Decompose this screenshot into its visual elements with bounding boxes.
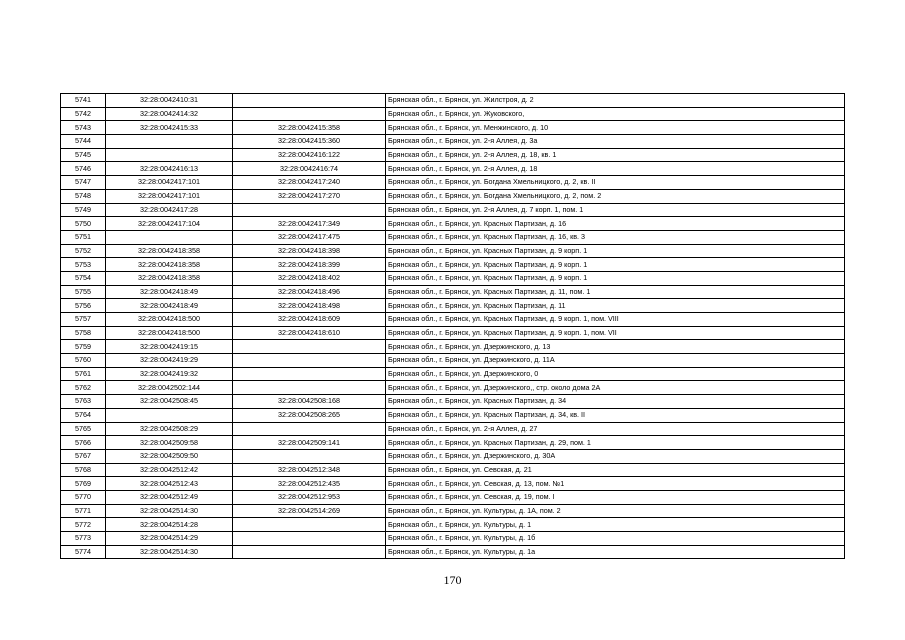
address-cell: Брянская обл., г. Брянск, ул. Менжинского, д. 10 — [386, 121, 845, 135]
object-cadastral-number-cell — [233, 381, 386, 395]
land-cadastral-number-cell: 32:28:0042417:104 — [106, 217, 233, 231]
object-cadastral-number-cell — [233, 340, 386, 354]
table-row — [61, 107, 845, 121]
table-row — [61, 121, 845, 135]
object-cadastral-number-cell — [233, 532, 386, 546]
table-body — [61, 94, 845, 559]
land-cadastral-number-cell: 32:28:0042509:50 — [106, 449, 233, 463]
object-cadastral-number-cell: 32:28:0042512:348 — [233, 463, 386, 477]
land-cadastral-number-cell — [106, 148, 233, 162]
land-cadastral-number-cell: 32:28:0042514:29 — [106, 532, 233, 546]
address-cell: Брянская обл., г. Брянск, ул. Красных Партизан, д. 16 — [386, 217, 845, 231]
row-number-cell: 5747 — [61, 176, 106, 190]
row-number-cell: 5773 — [61, 532, 106, 546]
row-number-cell: 5760 — [61, 354, 106, 368]
land-cadastral-number-cell: 32:28:0042508:45 — [106, 395, 233, 409]
land-cadastral-number-cell: 32:28:0042512:43 — [106, 477, 233, 491]
row-number-cell: 5752 — [61, 244, 106, 258]
table-row — [61, 463, 845, 477]
table-row — [61, 162, 845, 176]
row-number-cell: 5772 — [61, 518, 106, 532]
object-cadastral-number-cell: 32:28:0042418:498 — [233, 299, 386, 313]
row-number-cell: 5762 — [61, 381, 106, 395]
object-cadastral-number-cell: 32:28:0042417:240 — [233, 176, 386, 190]
table-row — [61, 449, 845, 463]
land-cadastral-number-cell: 32:28:0042514:30 — [106, 545, 233, 559]
table-row — [61, 518, 845, 532]
document-page — [60, 93, 845, 559]
object-cadastral-number-cell — [233, 203, 386, 217]
table-row — [61, 367, 845, 381]
table-row — [61, 436, 845, 450]
object-cadastral-number-cell: 32:28:0042512:953 — [233, 490, 386, 504]
object-cadastral-number-cell — [233, 422, 386, 436]
address-cell: Брянская обл., г. Брянск, ул. Жилстроя, д. 2 — [386, 94, 845, 108]
address-cell: Брянская обл., г. Брянск, ул. Богдана Хмельницкого, д. 2, пом. 2 — [386, 189, 845, 203]
address-cell: Брянская обл., г. Брянск, ул. 2-я Аллея, д. 27 — [386, 422, 845, 436]
object-cadastral-number-cell: 32:28:0042416:74 — [233, 162, 386, 176]
land-cadastral-number-cell: 32:28:0042418:49 — [106, 285, 233, 299]
table-row — [61, 135, 845, 149]
land-cadastral-number-cell: 32:28:0042417:101 — [106, 189, 233, 203]
land-cadastral-number-cell: 32:28:0042418:358 — [106, 244, 233, 258]
address-cell: Брянская обл., г. Брянск, ул. 2-я Аллея, д. 18 — [386, 162, 845, 176]
object-cadastral-number-cell: 32:28:0042417:349 — [233, 217, 386, 231]
address-cell: Брянская обл., г. Брянск, ул. Богдана Хмельницкого, д. 2, кв. II — [386, 176, 845, 190]
object-cadastral-number-cell: 32:28:0042417:475 — [233, 230, 386, 244]
land-cadastral-number-cell: 32:28:0042410:31 — [106, 94, 233, 108]
address-cell: Брянская обл., г. Брянск, ул. Красных Партизан, д. 34 — [386, 395, 845, 409]
address-cell: Брянская обл., г. Брянск, ул. Севская, д. 19, пом. I — [386, 490, 845, 504]
row-number-cell: 5750 — [61, 217, 106, 231]
table-row — [61, 395, 845, 409]
address-cell: Брянская обл., г. Брянск, ул. Дзержинского, д. 30А — [386, 449, 845, 463]
row-number-cell: 5746 — [61, 162, 106, 176]
land-cadastral-number-cell: 32:28:0042418:500 — [106, 313, 233, 327]
row-number-cell: 5771 — [61, 504, 106, 518]
row-number-cell: 5758 — [61, 326, 106, 340]
land-cadastral-number-cell: 32:28:0042418:49 — [106, 299, 233, 313]
row-number-cell: 5741 — [61, 94, 106, 108]
table-row — [61, 326, 845, 340]
address-cell: Брянская обл., г. Брянск, ул. 2-я Аллея, д. 3а — [386, 135, 845, 149]
address-cell: Брянская обл., г. Брянск, ул. Красных Партизан, д. 11 — [386, 299, 845, 313]
table-row — [61, 545, 845, 559]
row-number-cell: 5748 — [61, 189, 106, 203]
row-number-cell: 5767 — [61, 449, 106, 463]
address-cell: Брянская обл., г. Брянск, ул. Дзержинского,, стр. около дома 2А — [386, 381, 845, 395]
address-cell: Брянская обл., г. Брянск, ул. Красных Партизан, д. 9 корп. 1 — [386, 271, 845, 285]
address-cell: Брянская обл., г. Брянск, ул. Дзержинского, 0 — [386, 367, 845, 381]
row-number-cell: 5774 — [61, 545, 106, 559]
land-cadastral-number-cell: 32:28:0042414:32 — [106, 107, 233, 121]
row-number-cell: 5756 — [61, 299, 106, 313]
land-cadastral-number-cell: 32:28:0042512:42 — [106, 463, 233, 477]
table-row — [61, 244, 845, 258]
land-cadastral-number-cell — [106, 408, 233, 422]
row-number-cell: 5751 — [61, 230, 106, 244]
row-number-cell: 5764 — [61, 408, 106, 422]
object-cadastral-number-cell — [233, 94, 386, 108]
table-row — [61, 408, 845, 422]
table-row — [61, 504, 845, 518]
land-cadastral-number-cell: 32:28:0042419:29 — [106, 354, 233, 368]
table-row — [61, 94, 845, 108]
table-row — [61, 313, 845, 327]
address-cell: Брянская обл., г. Брянск, ул. Культуры, д. 1А, пом. 2 — [386, 504, 845, 518]
land-cadastral-number-cell: 32:28:0042419:15 — [106, 340, 233, 354]
object-cadastral-number-cell: 32:28:0042509:141 — [233, 436, 386, 450]
address-cell: Брянская обл., г. Брянск, ул. Жуковского, — [386, 107, 845, 121]
land-cadastral-number-cell: 32:28:0042419:32 — [106, 367, 233, 381]
land-cadastral-number-cell: 32:28:0042418:500 — [106, 326, 233, 340]
object-cadastral-number-cell: 32:28:0042508:265 — [233, 408, 386, 422]
table-row — [61, 271, 845, 285]
address-cell: Брянская обл., г. Брянск, ул. Дзержинского, д. 13 — [386, 340, 845, 354]
table-row — [61, 189, 845, 203]
address-cell: Брянская обл., г. Брянск, ул. Красных Партизан, д. 34, кв. II — [386, 408, 845, 422]
row-number-cell: 5744 — [61, 135, 106, 149]
row-number-cell: 5745 — [61, 148, 106, 162]
address-cell: Брянская обл., г. Брянск, ул. Красных Партизан, д. 9 корп. 1, пом. VII — [386, 326, 845, 340]
table-row — [61, 285, 845, 299]
row-number-cell: 5743 — [61, 121, 106, 135]
land-cadastral-number-cell — [106, 230, 233, 244]
address-cell: Брянская обл., г. Брянск, ул. Дзержинского, д. 11А — [386, 354, 845, 368]
object-cadastral-number-cell: 32:28:0042418:399 — [233, 258, 386, 272]
land-cadastral-number-cell: 32:28:0042514:28 — [106, 518, 233, 532]
address-cell: Брянская обл., г. Брянск, ул. 2-я Аллея, д. 18, кв. 1 — [386, 148, 845, 162]
object-cadastral-number-cell — [233, 518, 386, 532]
row-number-cell: 5769 — [61, 477, 106, 491]
row-number-cell: 5749 — [61, 203, 106, 217]
row-number-cell: 5768 — [61, 463, 106, 477]
table-row — [61, 148, 845, 162]
land-cadastral-number-cell: 32:28:0042509:58 — [106, 436, 233, 450]
table-row — [61, 230, 845, 244]
cadastral-table — [60, 93, 845, 559]
object-cadastral-number-cell — [233, 449, 386, 463]
object-cadastral-number-cell — [233, 545, 386, 559]
row-number-cell: 5754 — [61, 271, 106, 285]
row-number-cell: 5765 — [61, 422, 106, 436]
address-cell: Брянская обл., г. Брянск, ул. Культуры, д. 1б — [386, 532, 845, 546]
address-cell: Брянская обл., г. Брянск, ул. Красных Партизан, д. 11, пом. 1 — [386, 285, 845, 299]
row-number-cell: 5742 — [61, 107, 106, 121]
land-cadastral-number-cell: 32:28:0042502:144 — [106, 381, 233, 395]
object-cadastral-number-cell — [233, 354, 386, 368]
land-cadastral-number-cell: 32:28:0042415:33 — [106, 121, 233, 135]
address-cell: Брянская обл., г. Брянск, ул. Севская, д. 21 — [386, 463, 845, 477]
land-cadastral-number-cell: 32:28:0042417:28 — [106, 203, 233, 217]
address-cell: Брянская обл., г. Брянск, ул. Севская, д. 13, пом. №1 — [386, 477, 845, 491]
object-cadastral-number-cell: 32:28:0042416:122 — [233, 148, 386, 162]
row-number-cell: 5770 — [61, 490, 106, 504]
land-cadastral-number-cell: 32:28:0042514:30 — [106, 504, 233, 518]
object-cadastral-number-cell: 32:28:0042418:610 — [233, 326, 386, 340]
table-row — [61, 477, 845, 491]
table-row — [61, 381, 845, 395]
land-cadastral-number-cell: 32:28:0042417:101 — [106, 176, 233, 190]
object-cadastral-number-cell: 32:28:0042415:358 — [233, 121, 386, 135]
table-row — [61, 354, 845, 368]
table-row — [61, 217, 845, 231]
address-cell: Брянская обл., г. Брянск, ул. Красных Партизан, д. 9 корп. 1, пом. VIII — [386, 313, 845, 327]
land-cadastral-number-cell — [106, 135, 233, 149]
table-row — [61, 203, 845, 217]
object-cadastral-number-cell: 32:28:0042418:496 — [233, 285, 386, 299]
table-row — [61, 258, 845, 272]
table-row — [61, 176, 845, 190]
row-number-cell: 5753 — [61, 258, 106, 272]
object-cadastral-number-cell: 32:28:0042508:168 — [233, 395, 386, 409]
address-cell: Брянская обл., г. Брянск, ул. Красных Партизан, д. 16, кв. 3 — [386, 230, 845, 244]
object-cadastral-number-cell: 32:28:0042418:402 — [233, 271, 386, 285]
address-cell: Брянская обл., г. Брянск, ул. Красных Партизан, д. 29, пом. 1 — [386, 436, 845, 450]
address-cell: Брянская обл., г. Брянск, ул. Культуры, д. 1а — [386, 545, 845, 559]
row-number-cell: 5757 — [61, 313, 106, 327]
land-cadastral-number-cell: 32:28:0042418:358 — [106, 271, 233, 285]
land-cadastral-number-cell: 32:28:0042512:49 — [106, 490, 233, 504]
object-cadastral-number-cell: 32:28:0042514:269 — [233, 504, 386, 518]
page-number: 170 — [443, 573, 462, 587]
object-cadastral-number-cell — [233, 107, 386, 121]
address-cell: Брянская обл., г. Брянск, ул. Красных Партизан, д. 9 корп. 1 — [386, 258, 845, 272]
row-number-cell: 5763 — [61, 395, 106, 409]
land-cadastral-number-cell: 32:28:0042418:358 — [106, 258, 233, 272]
land-cadastral-number-cell: 32:28:0042508:29 — [106, 422, 233, 436]
object-cadastral-number-cell: 32:28:0042418:609 — [233, 313, 386, 327]
row-number-cell: 5761 — [61, 367, 106, 381]
table-row — [61, 490, 845, 504]
table-row — [61, 422, 845, 436]
table-row — [61, 532, 845, 546]
object-cadastral-number-cell: 32:28:0042418:398 — [233, 244, 386, 258]
object-cadastral-number-cell: 32:28:0042415:360 — [233, 135, 386, 149]
address-cell: Брянская обл., г. Брянск, ул. 2-я Аллея, д. 7 корп. 1, пом. 1 — [386, 203, 845, 217]
table-row — [61, 340, 845, 354]
object-cadastral-number-cell: 32:28:0042417:270 — [233, 189, 386, 203]
land-cadastral-number-cell: 32:28:0042416:13 — [106, 162, 233, 176]
object-cadastral-number-cell: 32:28:0042512:435 — [233, 477, 386, 491]
address-cell: Брянская обл., г. Брянск, ул. Культуры, д. 1 — [386, 518, 845, 532]
table-row — [61, 299, 845, 313]
row-number-cell: 5759 — [61, 340, 106, 354]
row-number-cell: 5755 — [61, 285, 106, 299]
address-cell: Брянская обл., г. Брянск, ул. Красных Партизан, д. 9 корп. 1 — [386, 244, 845, 258]
row-number-cell: 5766 — [61, 436, 106, 450]
object-cadastral-number-cell — [233, 367, 386, 381]
